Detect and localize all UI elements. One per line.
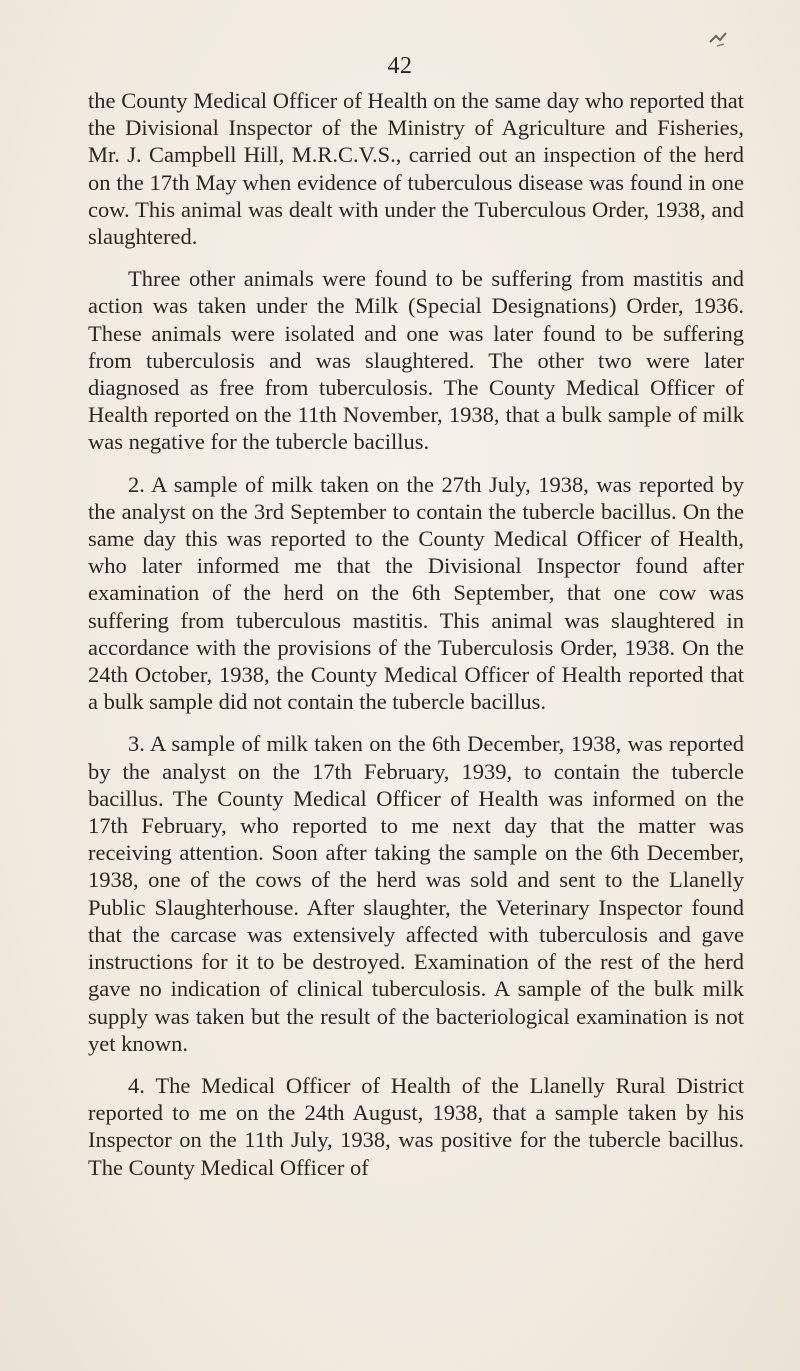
paragraph-continuation: the County Medical Officer of Health on the same day who reported that the Divisional Inspector of the Ministry of Agriculture and Fisheries, Mr. J. Campbell Hill, M.R.C.V.S., carried out an inspection of the herd on the 17th May when evidence of tuberculous disease was found in one cow. This animal was dealt with under the Tuberculous Order, 1938, and slaughtered. (88, 88, 744, 250)
page-number: 42 (387, 53, 413, 79)
paragraph-item-2: 2. A sample of milk taken on the 27th July, 1938, was reported by the analyst on the 3rd September to contain the tubercle bacillus. On the same day this was reported to the County Medical Officer of Health, who later informed me that the Divisional Inspector found after examination of the herd on the 6th September, that one cow was suffering from tuberculous mastitis. This animal was slaughtered in accordance with the provisions of the Tuberculosis Order, 1938. On the 24th October, 1938, the County Medical Officer of Health reported that a bulk sample did not contain the tubercle bacillus. (88, 471, 744, 715)
paragraph-item-4: 4. The Medical Officer of Health of the Llanelly Rural District reported to me on the 24th August, 1938, that a sample taken by his Inspector on the 11th July, 1938, was positive for the tubercle bacillus. The County Medical Officer of (88, 1072, 744, 1180)
paragraph-item-3: 3. A sample of milk taken on the 6th December, 1938, was reported by the analyst on the 17th February, 1939, to contain the tubercle bacillus. The County Medical Officer of Health was informed on the 17th February, who reported to me next day that the matter was receiving attention. Soon after taking the sample on the 6th December, 1938, one of the cows of the herd was sold and sent to the Llanelly Public Slaughterhouse. After slaughter, the Veterinary Inspector found that the carcase was extensively affected with tuberculosis and gave instructions for it to be destroyed. Examination of the rest of the herd gave no indication of clinical tuberculosis. A sample of the bulk milk supply was taken but the result of the bacteriological examination is not yet known. (88, 731, 744, 1056)
pencil-mark-icon (708, 28, 730, 50)
paragraph-mastitis-animals: Three other animals were found to be suffering from mastitis and action was taken under the Milk (Special Designations) Order, 1936. These animals were isolated and one was later found to be suffering from tuberculosis and was slaughtered. The other two were later diagnosed as free from tuberculosis. The County Medical Officer of Health reported on the 11th November, 1938, that a bulk sample of milk was negative for the tubercle bacillus. (88, 266, 744, 455)
body-text (88, 87, 744, 1181)
